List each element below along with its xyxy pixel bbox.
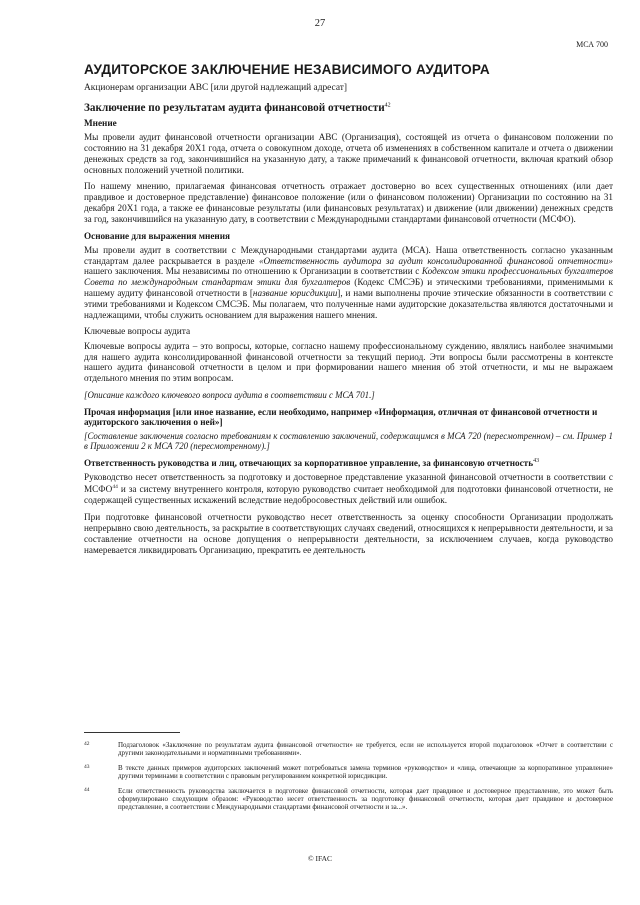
- management-text-1: Руководство несет ответственность за подготовку и достоверное представление указанной финансовой отчетности в соответствии с МСФО: [84, 471, 613, 495]
- report-title: АУДИТОРСКОЕ ЗАКЛЮЧЕНИЕ НЕЗАВИСИМОГО АУДИТОРА: [84, 62, 490, 77]
- footnote: [84, 741, 613, 758]
- copyright-notice: © IFAC: [307, 854, 333, 863]
- standard-reference: МСА 700: [576, 40, 608, 49]
- basis-text-3: (Кодекс СМСЭБ) и этическими требованиями, применимыми к нашему аудиту финансовой отчетности в [: [84, 277, 614, 299]
- footnote-separator: [84, 732, 180, 733]
- opinion-paragraph-1: Мы провели аудит финансовой отчетности организации АВС (Организация), состоящей из отчета о финансовом положении по состоянию на 31 декабря 20X1 года, отчета о совокупном доходе, отчета об изменениях в собственном капитале и отчета о движении денежных средств за год, закончившийся на указанную дату, а также примечаний к финансовой отчетности, включая краткий обзор основных положений учетной политики.: [84, 132, 613, 175]
- management-text-2: и за систему внутреннего контроля, которую руководство считает необходимой для подготовки финансовой отчетности, не содержащей существенных искажений вследствие недобросовестных действий или ошибок.: [84, 484, 613, 506]
- footnote: [84, 764, 613, 781]
- kam-paragraph: Ключевые вопросы аудита – это вопросы, которые, согласно нашему профессиональному суждению, являлись наиболее значимыми для нашего аудита консолидированной финансовой отчетности за текущий период. Эти вопросы были рассмотрены в контексте нашего аудита финансовой отчетности в целом и при формировании нашего мнения об этой отчетности, и мы не выражаем отдельного мнения по этим вопросам.: [84, 340, 613, 384]
- basis-text-4: ], и нами выполнены прочие этические обязанности в соответствии с этими требованиями и Кодексом СМСЭБ. Мы полагаем, что полученные нами аудиторские доказательства являются достаточными и надлежащими, чтобы служить основанием для выражения нашего мнения.: [84, 288, 613, 320]
- other-info-heading: Прочая информация [или иное название, если необходимо, например «Информация, отличная от финансовой отчетности и аудиторского заключения о ней»]: [84, 406, 598, 427]
- section-heading: [84, 102, 613, 114]
- footnote-number: 44: [84, 786, 90, 793]
- other-info-note: [84, 431, 613, 452]
- basis-text-italic-1: «Ответственность аудитора за аудит консолидированной финансовой отчетности»: [258, 255, 613, 266]
- management-paragraph-2: При подготовке финансовой отчетности руководство несет ответственность за оценку способности Организации продолжать непрерывно свою деятельность, за раскрытие в соответствующих случаях сведений, относящихся к непрерывности деятельности, и за составление отчетности на основе допущения о непрерывности деятельности, за исключением случаев, когда руководство намеревается ликвидировать Организацию, прекратить ее деятельность: [84, 512, 613, 555]
- footnotes: [84, 741, 613, 818]
- report-body: [84, 62, 613, 562]
- kam-note: [84, 390, 613, 401]
- basis-text-italic-3: название юрисдикции: [252, 288, 338, 299]
- footnote-ref-43: 43: [533, 457, 540, 464]
- footnote-text: В тексте данных примеров аудиторских заключений может потребоваться замена терминов «руководство» и «лица, отвечающие за корпоративное управление» другими терминами в соответствии с правовым регулированием конкретной юрисдикции.: [118, 763, 613, 781]
- management-responsibility-heading: [84, 458, 613, 468]
- basis-paragraph: [84, 245, 613, 321]
- opinion-heading: Мнение: [84, 118, 117, 128]
- basis-text-italic-2: Кодексом этики профессиональных бухгалтеров Совета по международным стандартам этики для бухгалтеров: [84, 266, 614, 288]
- footnote-ref-42: 42: [384, 102, 391, 109]
- footnote: [84, 787, 613, 812]
- kam-heading: Ключевые вопросы аудита: [84, 326, 191, 337]
- footnote-ref-44: 44: [112, 484, 118, 491]
- footnote-number: 43: [84, 763, 90, 770]
- basis-text-1: Мы провели аудит в соответствии с Международными стандартами аудита (МСА). Наша ответственность согласно указанным стандартам далее раскрывается в разделе: [84, 244, 613, 266]
- footnote-text: Подзаголовок «Заключение по результатам аудита финансовой отчетности» не требуется, если не используется второй подзаголовок «Отчет в соответствии с другими законодательными и нормативными требованиями».: [118, 741, 613, 758]
- basis-heading: Основание для выражения мнения: [84, 230, 230, 241]
- other-info-note-text: [Составление заключения согласно требованиям к составлению заключений, содержащимся в МСА 720 (пересмотренном) – см. Пример 1 в Приложении 2 к МСА 720 (пересмотренному).]: [84, 430, 613, 452]
- basis-text-2: нашего заключения. Мы независимы по отношению к Организации в соответствии с: [84, 266, 422, 277]
- footnote-text: Если ответственность руководства заключается в подготовке финансовой отчетности, которая дает правдивое и достоверное представление, это может быть сформулировано следующим образом: «Руководство несет ответственность за подготовку финансовой отчетности, которая дает правдивое и достоверное представление, в соответствии с Международными стандартами финансовой отчетности и за...».: [118, 786, 613, 812]
- kam-note-text: [Описание каждого ключевого вопроса аудита в соответствии с МСА 701.]: [84, 390, 375, 401]
- addressee: Акционерам организации АВС [или другой надлежащий адресат]: [84, 83, 347, 93]
- footnote-number: 42: [84, 741, 90, 747]
- section-heading-text: Заключение по результатам аудита финансовой отчетности: [84, 102, 385, 114]
- opinion-paragraph-2: По нашему мнению, прилагаемая финансовая отчетность отражает достоверно во всех существенных отношениях (или дает правдивое и достоверное представление) финансовое положение (или о финансовом положении) Организации по состоянию на 31 декабря 20X1 года, а также ее финансовые результаты (или финансовых результатах) и движение (или движении) денежных средств за год, закончившийся на указанную дату, в соответствии с Международными стандартами финансовой отчетности (МСФО).: [84, 181, 613, 224]
- management-paragraph-1: [84, 472, 613, 507]
- page-number: 27: [314, 18, 326, 29]
- management-heading-text: Ответственность руководства и лиц, отвечающих за корпоративное управление, за финансовую отчетность: [84, 457, 534, 468]
